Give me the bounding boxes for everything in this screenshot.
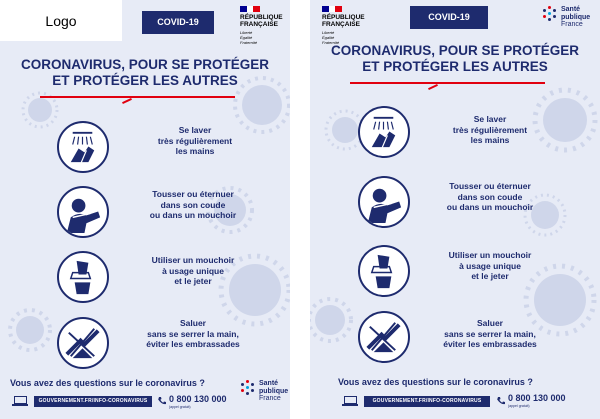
hand-washing-icon xyxy=(57,121,109,173)
republique-line2: FRANÇAISE xyxy=(240,21,278,28)
title-underline xyxy=(40,96,235,98)
list-item-text: Tousser ou éternuer dans son coude ou dans un mouchoir xyxy=(446,181,534,212)
website-link[interactable]: GOUVERNEMENT.FR/INFO-CORONAVIRUS xyxy=(364,396,490,407)
phone-number: 0 800 130 000 xyxy=(169,394,227,404)
sante-publique-dots-icon xyxy=(542,6,558,22)
phone-icon xyxy=(157,396,167,406)
sante-line3: France xyxy=(561,21,583,28)
poster-title xyxy=(320,43,590,75)
cough-elbow-icon xyxy=(57,186,109,238)
list-item-text: Utiliser un mouchoir à usage unique et le jeter xyxy=(448,250,532,281)
tissue-bin-icon xyxy=(358,245,410,297)
french-flag-icon xyxy=(240,6,260,12)
list-item-text: Utiliser un mouchoir à usage unique et le jeter xyxy=(151,255,235,286)
republique-line1: RÉPUBLIQUE xyxy=(322,14,365,21)
motto-liberte: Liberté xyxy=(240,30,253,35)
motto-fraternite: Fraternité xyxy=(322,40,340,45)
french-flag-icon xyxy=(322,6,342,12)
sante-line3: France xyxy=(259,395,281,402)
list-item xyxy=(310,242,600,308)
sante-line2: publique xyxy=(561,13,591,21)
list-item xyxy=(0,183,290,249)
question-text: Vous avez des questions sur le coronavirus ? xyxy=(10,378,205,388)
website-link[interactable]: GOUVERNEMENT.FR/INFO-CORONAVIRUS xyxy=(34,396,152,407)
republique-francaise-logo xyxy=(322,6,382,45)
sante-line2: publique xyxy=(259,387,289,395)
motto-egalite: Égalité xyxy=(240,35,253,40)
republique-line2: FRANÇAISE xyxy=(322,21,360,28)
phone-note: (appel gratuit) xyxy=(508,404,530,408)
list-item-text: Se laver très régulièrement les mains xyxy=(157,125,233,156)
list-item-text: Saluer sans se serrer la main, éviter les embrassades xyxy=(443,318,537,349)
logo-placeholder: Logo xyxy=(0,0,122,41)
laptop-icon xyxy=(12,396,28,406)
list-item-text: Se laver très régulièrement les mains xyxy=(452,114,528,145)
list-item xyxy=(0,314,290,380)
laptop-icon xyxy=(342,396,358,406)
covid-19-tag: COVID-19 xyxy=(410,6,488,29)
poster-right xyxy=(310,0,600,419)
sante-publique-logo xyxy=(542,6,590,29)
motto-egalite: Égalité xyxy=(322,35,335,40)
title-line1: CORONAVIRUS, POUR SE PROTÉGER xyxy=(330,43,580,58)
phone-note: (appel gratuit) xyxy=(169,405,191,409)
list-item xyxy=(310,173,600,239)
list-item xyxy=(310,102,600,168)
title-line2: ET PROTÉGER LES AUTRES xyxy=(362,59,548,74)
sante-publique-dots-icon xyxy=(240,380,256,396)
title-line1: CORONAVIRUS, POUR SE PROTÉGER xyxy=(20,57,270,72)
hand-washing-icon xyxy=(358,106,410,158)
phone-icon xyxy=(496,396,506,406)
sante-line1: Santé xyxy=(259,380,279,387)
list-item xyxy=(0,248,290,314)
no-handshake-icon xyxy=(358,311,410,363)
title-line2: ET PROTÉGER LES AUTRES xyxy=(52,73,238,88)
tissue-bin-icon xyxy=(57,251,109,303)
phone-number: 0 800 130 000 xyxy=(508,393,566,403)
list-item xyxy=(310,308,600,374)
question-text: Vous avez des questions sur le coronavirus ? xyxy=(338,377,533,387)
republique-francaise-logo xyxy=(240,6,290,45)
motto-fraternite: Fraternité xyxy=(240,40,258,45)
poster-left xyxy=(0,0,290,419)
poster-title xyxy=(10,57,280,89)
list-item xyxy=(0,116,290,182)
sante-line1: Santé xyxy=(561,6,581,13)
list-item-text: Saluer sans se serrer la main, éviter les embrassades xyxy=(146,318,240,349)
republique-line1: RÉPUBLIQUE xyxy=(240,14,283,21)
sante-publique-logo xyxy=(240,380,288,403)
no-handshake-icon xyxy=(57,317,109,369)
motto-liberte: Liberté xyxy=(322,30,335,35)
list-item-text: Tousser ou éternuer dans son coude ou dans un mouchoir xyxy=(149,189,237,220)
title-underline xyxy=(350,82,545,84)
covid-19-tag: COVID-19 xyxy=(142,11,214,34)
cough-elbow-icon xyxy=(358,176,410,228)
